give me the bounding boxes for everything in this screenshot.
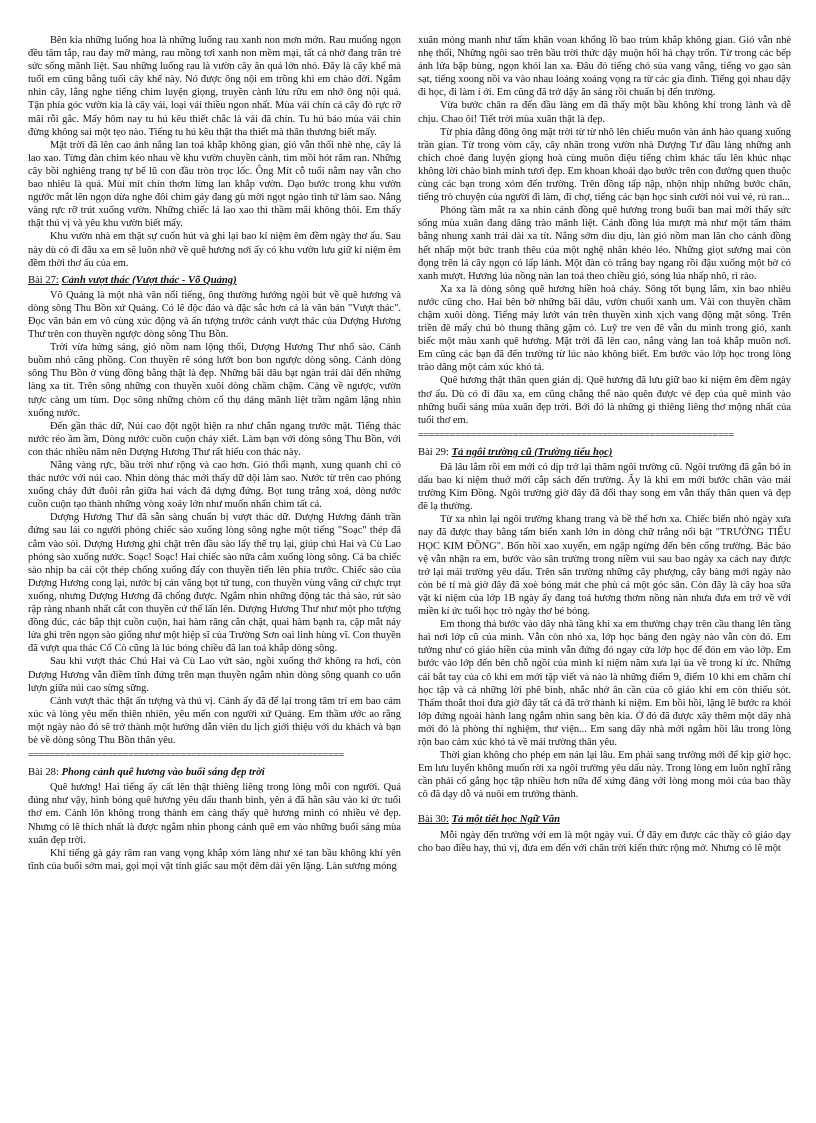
paragraph: Dượng Hương Thư đã sẵn sàng chuẩn bị vượt thác dữ. Dượng Hương đánh trần đứng sau lái co người phóng chiếc sào xuống lòng sông nghe một tiếng "Soạc" thép đã cắm vào sỏi. Dượng Hương ghì chặt trên đầu sào lấy thế trụ lại, giúp chú Hai và Cù Lao phóng sào xuống nước. Soạc! Soạc! Hai chiếc sào nữa cắm xuống lòng sông. Cả ba chiếc sào nhịp ba cái cột thép chống xuống đẩy con thuyền tiến lên phía trước. Chiếc sào của Dượng Hương cong lại, nước bị cản văng bọt tứ tung, con thuyền vùng vằng cứ chực trụt xuống, nhưng Dượng Hương đã chống được. Ngắm nhìn những động tác thả sào, rút sào rập ràng nhanh nhất cắt con thuyền cứ thế lấn lên. Dượng Hương Thư như một pho tượng đồng đúc, các bắp thịt cuồn cuộn, hai hàm răng cắn chặt, quai hàm bạnh ra, cặp mắt nảy lửa ghì trên ngọn sào giống như một hiệp sĩ của Trường Sơn oai linh hùng vĩ. Con thuyền đã vượt qua thác Cổ Cò cũng là lúc bóng chiều đã lan toả khắp dòng sông. xyxy=(28,512,401,655)
section-divider: ============================================================ xyxy=(418,429,734,441)
paragraph: Cảnh vượt thác thật ấn tượng và thú vị. Cảnh ấy đã để lại trong tâm trí em bao cảm xúc và lòng yêu mến thiên nhiên, yêu mến con người xứ Quảng. Em thầm ước ao rằng một ngày nào đó sẽ trở thành một hướng dẫn viên du lịch giới thiệu với du khách và bạn bè về dòng sông Thu Bồn thân yêu. xyxy=(28,695,401,746)
essay-heading: Tả một tiết học Ngữ Văn xyxy=(451,814,561,826)
paragraph: xuân mỏng manh như tấm khăn voan khổng lồ bao trùm khắp không gian. Gió vẫn nhè nhẹ thổi, Những ngôi sao trên bầu trời thức dậy muộn hối hả chạy trốn. Từ trong các bếp ánh lửa bập bùng, ngọn khói lan xa. Đâu đó tiếng chó sủa vang vắng, tiếng vo gạo sàn sạt, tiếng xoong nồi va vào nhau loảng xoảng vọng ra từ các gia đình. Tiếng gọi nhau dậy đi học, đi làm í ới. Em cũng đã trở dậy ăn sáng rồi chuẩn bị đến trường. xyxy=(418,35,791,99)
paragraph: Thời gian không cho phép em nán lại lâu. Em phải sang trường mới để kịp giờ học. Em lưu luyến không muốn rời xa ngôi trường yêu dấu này. Trong lòng em luôn nghĩ rằng cần phải cố gắng học tập nhiều hơn nữa để xứng đáng với lòng mong mỏi của bao thầy cô đã dạy dỗ và nuôi em trưởng thành. xyxy=(418,750,791,801)
paragraph: Trời vừa hửng sáng, gió nồm nam lộng thổi, Dượng Hương Thư nhổ sào. Cánh buồm nhỏ căng phồng. Con thuyền rẽ sóng lướt bon bon ngược dòng sông. Cảnh dòng sông Thu Bồn ở vùng đồng bằng thật là đẹp. Những bãi dâu bạt ngàn trải dài đến những làng xa tít. Trên sông những con thuyền xuôi dòng chầm chậm. Càng về ngược, vườn tược càng um tùm. Dọc sông những chòm cổ thụ dáng mãnh liệt trầm ngâm lặng nhìn xuống nước. xyxy=(28,342,401,419)
essay-number: Bài 28: xyxy=(28,767,59,779)
paragraph: Từ phía đằng đông ông mặt trời từ từ nhô lên chiếu muôn vàn ánh hào quang xuống trần gian. Từ trong vòm cây, cây nhãn trong vườn nhà Dượng Tư đầu làng những anh chích choè đang luyện giọng hoà cùng muôn điệu tiếng chim khác tấu lên khúc nhạc không lời chào bình minh tươi đẹp. Em khoan khoái dạo bước trên con đường quen thuộc cùng các bạn trong xóm đến trường. Trên đồng tấp nập, nhộn nhịp những bước chân, tiếng trò chuyện của người đi làm, đi chợ, tiếng các bạn học sinh cười nói vui vẻ, rủ ran... xyxy=(418,126,791,204)
paragraph: Từ xa nhìn lại ngôi trường khang trang và bề thế hơn xa. Chiếc biển nhỏ ngày xưa nay đã được thay bằng tấm biển xanh lớn in dòng chữ trắng nổi bật "TRƯỜNG TIỂU HỌC KIM ĐỒNG". Bốn hồi xao xuyến, em ngập ngừng đến bên cổng trường. Bác bảo vệ vẫn nhận ra em, bước vào sân trường trong niềm vui sau bao ngày xa cách nay được trở lại mái trường yêu dấu. Trên sân trường những cây phượng, cây bàng mới ngày nào còn bé tí mà giờ đây đã xoè bóng mát che phủ cả một góc sân. Còn đây là cây hoa sữa vật kỉ niệm của lớp 1B ngày ấy đang toả hương thơm nồng nàn nhưa đưa em trở về với miền kí ức tuổi học trò ngày thơ bé bỏng. xyxy=(418,514,791,618)
paragraph: Phóng tầm mắt ra xa nhìn cánh đồng quê hương trong buổi ban mai mới thấy sức sống mùa xuân đang dâng trào mãnh liệt. Cánh đồng lúa mượt mà như một tấm thảm bằng nhung xanh trải dài xa tít. Nắng sớm dìu dịu, làn gió nồm man lăn cho cánh đồng hết nhấp một bức tranh thêu của một nghệ nhân khéo léo. Những giọt sương mai còn đọng trên lá cây ngọn cỏ lấp lánh. Một đàn cò trắng bay ngang rồi đậu xuống một bờ cỏ xanh mượt. Hương lúa nồng nàn lan toả theo chiều gió, sóng lúa nhấp nhô, rì rào. xyxy=(418,205,791,282)
paragraph: Quê hương thật thân quen giản dị. Quê hương đã lưu giữ bao kỉ niệm êm đềm ngày thơ ấu. Dù có đi đâu xa, em cũng chẳng thể nào quên được vẻ đẹp của quê mình vào những buổi sáng mùa xuân đẹp trời. Bởi đó là những gì thiêng liêng thơ mộng nhất của tuổi thơ em. xyxy=(418,375,791,426)
section-divider: ============================================================ xyxy=(28,750,344,762)
paragraph: Khu vườn nhà em thật sự cuốn hút và ghi lại bao kỉ niệm êm đềm ngày thơ ấu. Sau này dù có đi đâu xa em sẽ luôn nhớ về quê hương nơi ấy có khu vườn lưu giữ kỉ niệm êm đềm thời thơ ấu của em. xyxy=(28,231,401,269)
paragraph: Nắng vàng rực, bầu trời như rộng và cao hơn. Gió thổi mạnh, xung quanh chỉ có thác nước với núi cao. Nhìn dòng thác mới thấy dữ dội làm sao. Nước từ trên cao phóng xuống chảy đứt đuôi rắn giữa hai vách đá dựng đứng. Bọt tung trắng xoá, dòng nước cuồn cuộn tạo thành những vòng xoáy lớn như muốn nhấn chìm tất cả. xyxy=(28,460,401,511)
paragraph: Vừa bước chân ra đến đầu làng em đã thấy một bầu không khí trong lành và dễ chịu. Chao ôi! Tiết trời mùa xuân thật là đẹp. xyxy=(418,100,791,125)
document-page xyxy=(28,34,796,1114)
essay-number: Bài 29: xyxy=(418,446,449,458)
paragraph: Đã lâu lắm rồi em mới có dịp trở lại thăm ngôi trường cũ. Ngôi trường đã gắn bó in dấu bao kỉ niệm thuở mới cắp sách đến trường. Ấy là khi em mới bước chân vào mái trường Kim Đồng. Ngôi trường giờ đây đã đổi thay song em vẫn thấy thân quen và đẹp đẽ lạ thường. xyxy=(418,462,791,513)
essay-heading: Cảnh vượt thác (Vượt thác - Võ Quảng) xyxy=(61,274,237,286)
essay-heading: Tả ngôi trường cũ (Trường tiểu học) xyxy=(451,446,613,458)
paragraph: Quê hương! Hai tiếng ấy cất lên thật thiêng liêng trong lòng mỗi con người. Quả đúng như vậy, hình bóng quê hương yêu dấu thanh bình, yên ả đã hằn sâu vào kí ức tuổi thơ em. Cảnh lôn không trong thành em càng thấy quê hương mình có nhiều vẻ đẹp. Nhưng có lẽ thích nhất là được ngắm nhìn phong cảnh quê em vào những buổi sáng mùa xuân đẹp trời. xyxy=(28,782,401,846)
essay-title-28 xyxy=(28,766,401,779)
essay-title-27 xyxy=(28,274,401,287)
paragraph: Em thong thả bước vào dãy nhà tầng khi xa em thường chạy trên cầu thang lên tầng hai nơi lớp cũ của mình. Vẫn còn nhỏ xa, lớp học bảng đen ngày nào vẫn còn đó. Em tưởng như có giáo hiền của mình vẫn đứng đó ngay cửa lớp học để đón em vào lớp. Em bước vào lớp đến bên chỗ ngồi của mình kỉ niệm năm xưa lại ùa về trong kí ức. Những cái bắt tay của cô khi em mới tập viết và nào là những điểm 9, điểm 10 khi em chăm chỉ học tập và cả những lời phê bình, nhắc nhở ân cần của cô giáo khi em còn thiếu sót. Thấm thoắt thoi đưa giờ đây tất cả đã trở thành kỉ niệm. Em bồi hồi, lặng lẽ bước ra khỏi lớp đứng ngoài hành lang ngắm nhìn sang bên kia. Ở đó đã được xây thêm một dãy nhà mới đó là phòng thí nghiệm, thư viện... Em sang dãy nhà mới ngắm hồi lâu trong lòng rộn bao cảm xúc khó tả về mái trường thân yêu. xyxy=(418,619,791,748)
paragraph: Đến gần thác dữ, Núi cao đột ngột hiện ra như chắn ngang trước mặt. Tiếng thác nước réo ầm ầm, Dòng nước cuồn cuộn chảy xiết. Làm bạn với dòng sông Thu Bồn, với con thác nhiều năm nên Dượng Hương Thư rất hiểu con thác này. xyxy=(28,420,401,458)
paragraph: Sau khi vượt thác Chú Hai và Cù Lao vứt sào, ngồi xuống thở không ra hơi, còn Dượng Hương vẫn điềm tĩnh đứng trên mạn thuyền ngắm nhìn dòng sông quanh co uốn lượn giữa núi cao sừng sững. xyxy=(28,656,401,694)
left-column xyxy=(28,34,401,873)
essay-number: Bài 27: xyxy=(28,274,59,286)
paragraph: Bên kia những luống hoa là những luống rau xanh non mơn mởn. Rau muống ngọn đều tăm tắp, rau đay mỡ màng, rau mồng tơi xanh non mềm mại, tất cả nhờ đang trăn trẻ sức sống mãnh liệt. Sau những luống rau là vườn cây ăn quả lớn nhỏ. Đây là cây khế mà tuổi em cũng bằng tuổi cây khế này. Nó được ông nội em trồng khi em chào đời. Ngắm nhìn cây, lắng nghe tiếng chim luyện giọng, truyền cành lửu rữu em nhớ ông nội quá. Tận phía góc vườn kia là cây vải, loại vải thiều ngon nhất. Mùa vải chín cả cây đỏ rực rỡ mãi rỗi gắc. Mấy hôm nay tu hú kêu thiết chắc là vải đã chín. Tu hú báo mùa vải chín đừng không sai một tẹo nào. Tiếng tu hú kêu thật tha thiết mà thân thương biết mấy. xyxy=(28,35,401,138)
essay-number: Bài 30: xyxy=(418,814,449,826)
essay-heading: Phong cảnh quê hương vào buổi sáng đẹp trời xyxy=(61,767,265,779)
paragraph: Mỗi ngày đến trường với em là một ngày vui. Ở đây em được các thầy cô giáo dạy cho bao điều hay, thú vị, đưa em đến với chân trời kiến thức rộng mở. Nhưng có lẽ một xyxy=(418,829,791,854)
spacer xyxy=(418,801,791,809)
paragraph: Khi tiếng gà gáy râm ran vang vọng khắp xóm làng như xé tan bầu không khí yên tĩnh của buổi sớm mai, gọi mọi vật tỉnh giấc sau một đêm dài yên lặng. Làn sương mỏng xyxy=(28,847,401,872)
right-column xyxy=(418,34,791,855)
paragraph: Mặt trời đã lên cao ánh nắng lan toả khắp không gian, gió vẫn thổi nhè nhẹ, cây lá lao xao. Từng đàn chim kéo nhau về khu vườn chuyền cành, tìm mồi hót râm ran. Những cây bồi nghiêng trang tự bế lũ con đầu tròn trọc lốc. Ông Mít cỗ tuổi nằm nay vẫn cho bao nhiêu là quả. Mùi mít chín thơm lừng lan khắp vườn. Dạo bước trong khu vườn ngước mắt lên ngọn dừa nghe đôi chim gáy đang gù mời ngọt ngào tình tứ làm sao. Nắng vàng rực rỡ trút xuống vườn. Những chiếc lá lao xao thì thầm mãi không thôi. Em thấy thật thú vị và yêu khu vườn biết mấy. xyxy=(28,139,401,230)
paragraph: Xa xa là dòng sông quê hương hiền hoà chảy. Sông tốt bụng lắm, xin bao nhiêu nước cũng cho. Hai bên bờ những bãi dâu, vườn chuối xanh um. Vài con thuyền chầm chậm xuôi dòng. Tiếng máy lướt ván trên thuyền xình xịch vang động mặt sông. Trên triền đê mấy chú bò thung thăng gặm cỏ. Luỹ tre ven đê vẫn du mình trong gió, xanh biếc một màu xanh quê hương. Mặt trời đã lên cao, nắng vàng lan toả khắp muôn nơi. Em cũng các bạn đã đến trường từ lúc nào không biết. Em bước vào lớp học trong lòng trào dâng một cảm xúc khó tả. xyxy=(418,283,791,374)
essay-title-29 xyxy=(418,446,791,459)
essay-title-30 xyxy=(418,813,791,826)
paragraph: Võ Quảng là một nhà văn nổi tiếng, ông thường hướng ngòi bút về quê hương và dòng sông Thu Bồn xứ Quảng. Có lẽ độc đáo và đặc sắc hơn cả là văn bản "Vượt thác". Đọc văn bản em vô cùng xúc động và ấn tượng trước cảnh vượt thác của Dượng Hương Thư trên con thuyền ngược dòng sông Thu Bồn. xyxy=(28,289,401,341)
